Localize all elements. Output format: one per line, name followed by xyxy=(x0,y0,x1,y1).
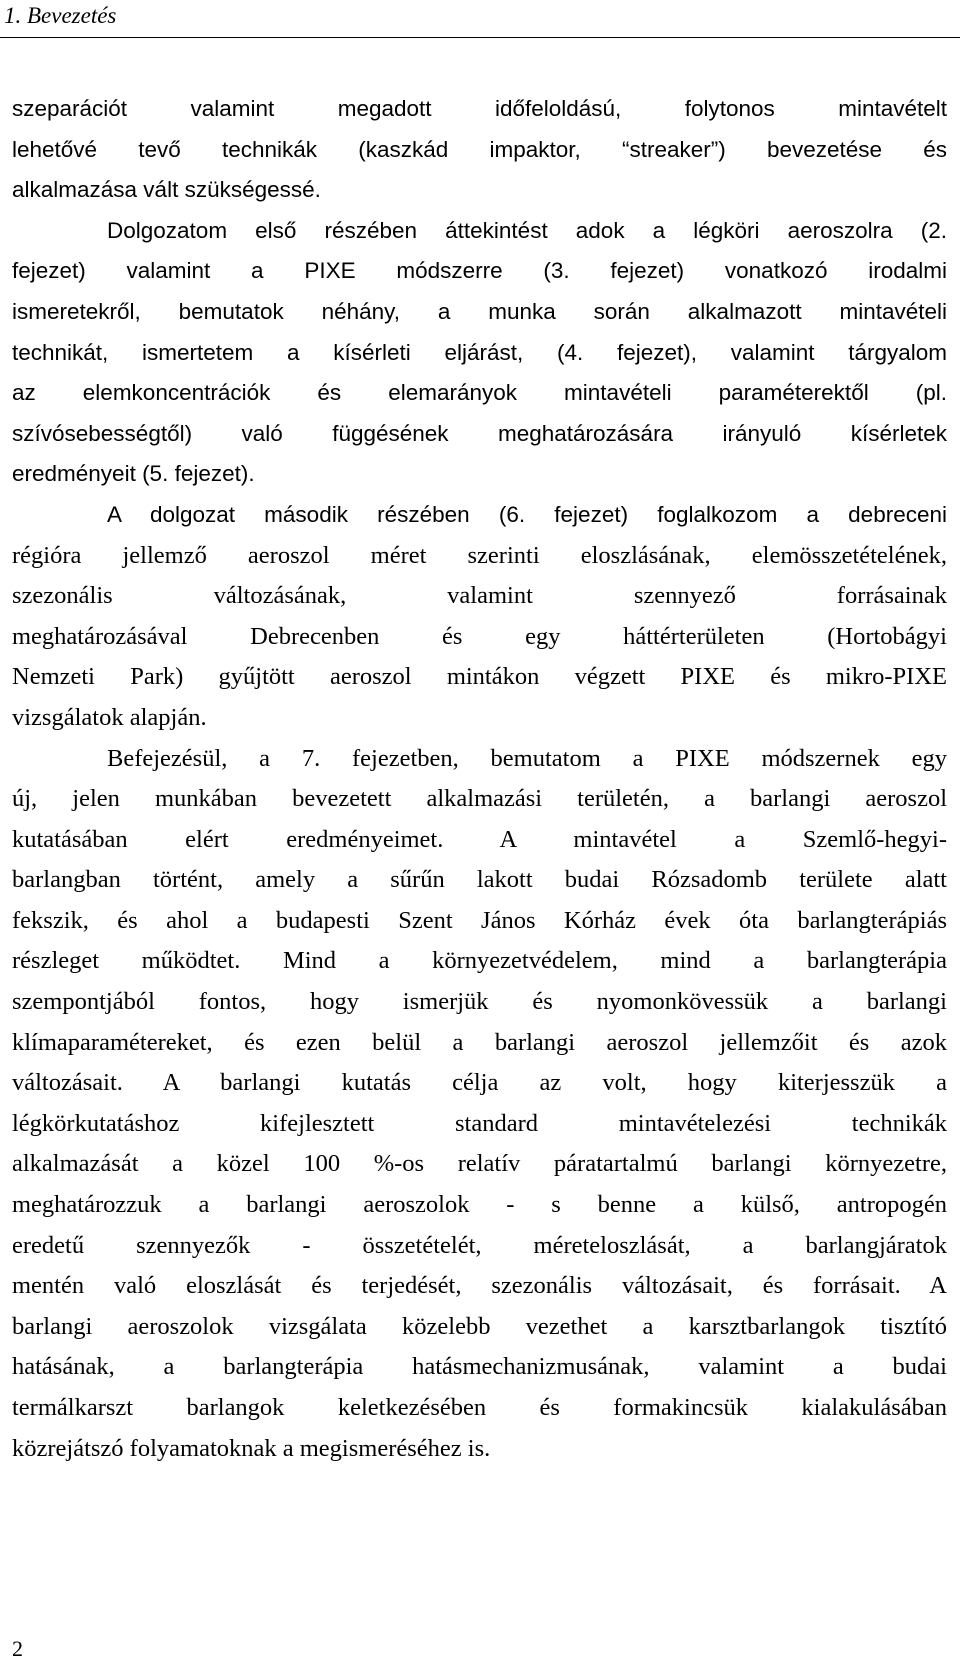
text-line: barlangi aeroszolok vizsgálata közelebb vezethet a karsztbarlangok tisztító xyxy=(12,1312,947,1340)
paragraph-3-opening xyxy=(12,495,947,536)
text-line: hatásának, a barlangterápia hatásmechanizmusának, valamint a budai xyxy=(12,1353,947,1381)
running-header xyxy=(0,0,960,38)
text-line: régióra jellemző aeroszol méret szerinti eloszlásának, elemösszetételének, xyxy=(12,541,947,569)
paragraph-1 xyxy=(12,89,947,211)
text-line: új, jelen munkában bevezetett alkalmazási területén, a barlangi aeroszol xyxy=(12,785,947,813)
text-line: az elemkoncentrációk és elemarányok mintavételi paraméterektől (pl. xyxy=(12,380,947,406)
text-line: klímaparamétereket, és ezen belül a barlangi aeroszol jellemzőit és azok xyxy=(12,1028,947,1056)
text-line: szeparációt valamint megadott időfeloldású, folytonos mintavételt xyxy=(12,96,947,121)
text-line: fejezet) valamint a PIXE módszerre (3. fejezet) vonatkozó irodalmi xyxy=(12,258,947,284)
text-line: szezonális változásának, valamint szennyező forrásainak xyxy=(12,582,947,610)
text-line: mentén való eloszlását és terjedését, szezonális változásait, és forrásait. A xyxy=(12,1272,947,1300)
text-line: vizsgálatok alapján. xyxy=(12,703,207,731)
text-line: lehetővé tevő technikák (kaszkád impaktor, “streaker”) bevezetése és xyxy=(12,136,947,162)
text-line: változásait. A barlangi kutatás célja az volt, hogy kiterjesszük a xyxy=(12,1069,947,1097)
text-line: alkalmazását a közel 100 %-os relatív páratartalmú barlangi környezetre, xyxy=(12,1150,947,1178)
text-line: A dolgozat második részében (6. fejezet) foglalkozom a debreceni xyxy=(107,501,947,527)
page-number: 2 xyxy=(12,1636,23,1661)
text-line: meghatározzuk a barlangi aeroszolok - s benne a külső, antropogén xyxy=(12,1191,947,1219)
text-line: eredményeit (5. fejezet). xyxy=(12,461,255,487)
paragraph-3 xyxy=(12,536,947,739)
paragraph-2 xyxy=(12,211,947,495)
text-line: barlangban történt, amely a sűrűn lakott budai Rózsadomb területe alatt xyxy=(12,866,947,894)
text-line: eredetű szennyezők - összetételét, méreteloszlását, a barlangjáratok xyxy=(12,1231,947,1259)
text-line: Nemzeti Park) gyűjtött aeroszol mintákon végzett PIXE és mikro-PIXE xyxy=(12,663,947,691)
text-line: Befejezésül, a 7. fejezetben, bemutatom a PIXE módszernek egy xyxy=(107,744,947,772)
text-line: meghatározásával Debrecenben és egy háttérterületen (Hortobágyi xyxy=(12,622,947,650)
text-line: termálkarszt barlangok keletkezésében és formakincsük kialakulásában xyxy=(12,1394,947,1421)
text-line: Dolgozatom első részében áttekintést adok a légköri aeroszolra (2. xyxy=(107,217,947,243)
text-line: technikát, ismertetem a kísérleti eljárást, (4. fejezet), valamint tárgyalom xyxy=(12,339,947,365)
text-line: fekszik, és ahol a budapesti Szent János Kórház évek óta barlangterápiás xyxy=(12,906,947,934)
text-line: közrejátszó folyamatoknak a megismeréséhez is. xyxy=(12,1434,491,1462)
running-title: 1. Bevezetés xyxy=(4,3,117,28)
text-line: szívósebességtől) való függésének meghatározására irányuló kísérletek xyxy=(12,420,947,446)
text-line: légkörkutatáshoz kifejlesztett standard mintavételezési technikák xyxy=(12,1109,947,1137)
text-line: részleget működtet. Mind a környezetvédelem, mind a barlangterápia xyxy=(12,947,947,975)
text-line: ismeretekről, bemutatok néhány, a munka során alkalmazott mintavételi xyxy=(12,298,947,324)
text-line: alkalmazása vált szükségessé. xyxy=(12,177,321,203)
text-line: szempontjából fontos, hogy ismerjük és nyomonkövessük a barlangi xyxy=(12,988,947,1016)
paragraph-4 xyxy=(12,739,947,1470)
body-text xyxy=(12,89,947,1469)
text-line: kutatásában elért eredményeimet. A mintavétel a Szemlő-hegyi- xyxy=(12,825,947,853)
